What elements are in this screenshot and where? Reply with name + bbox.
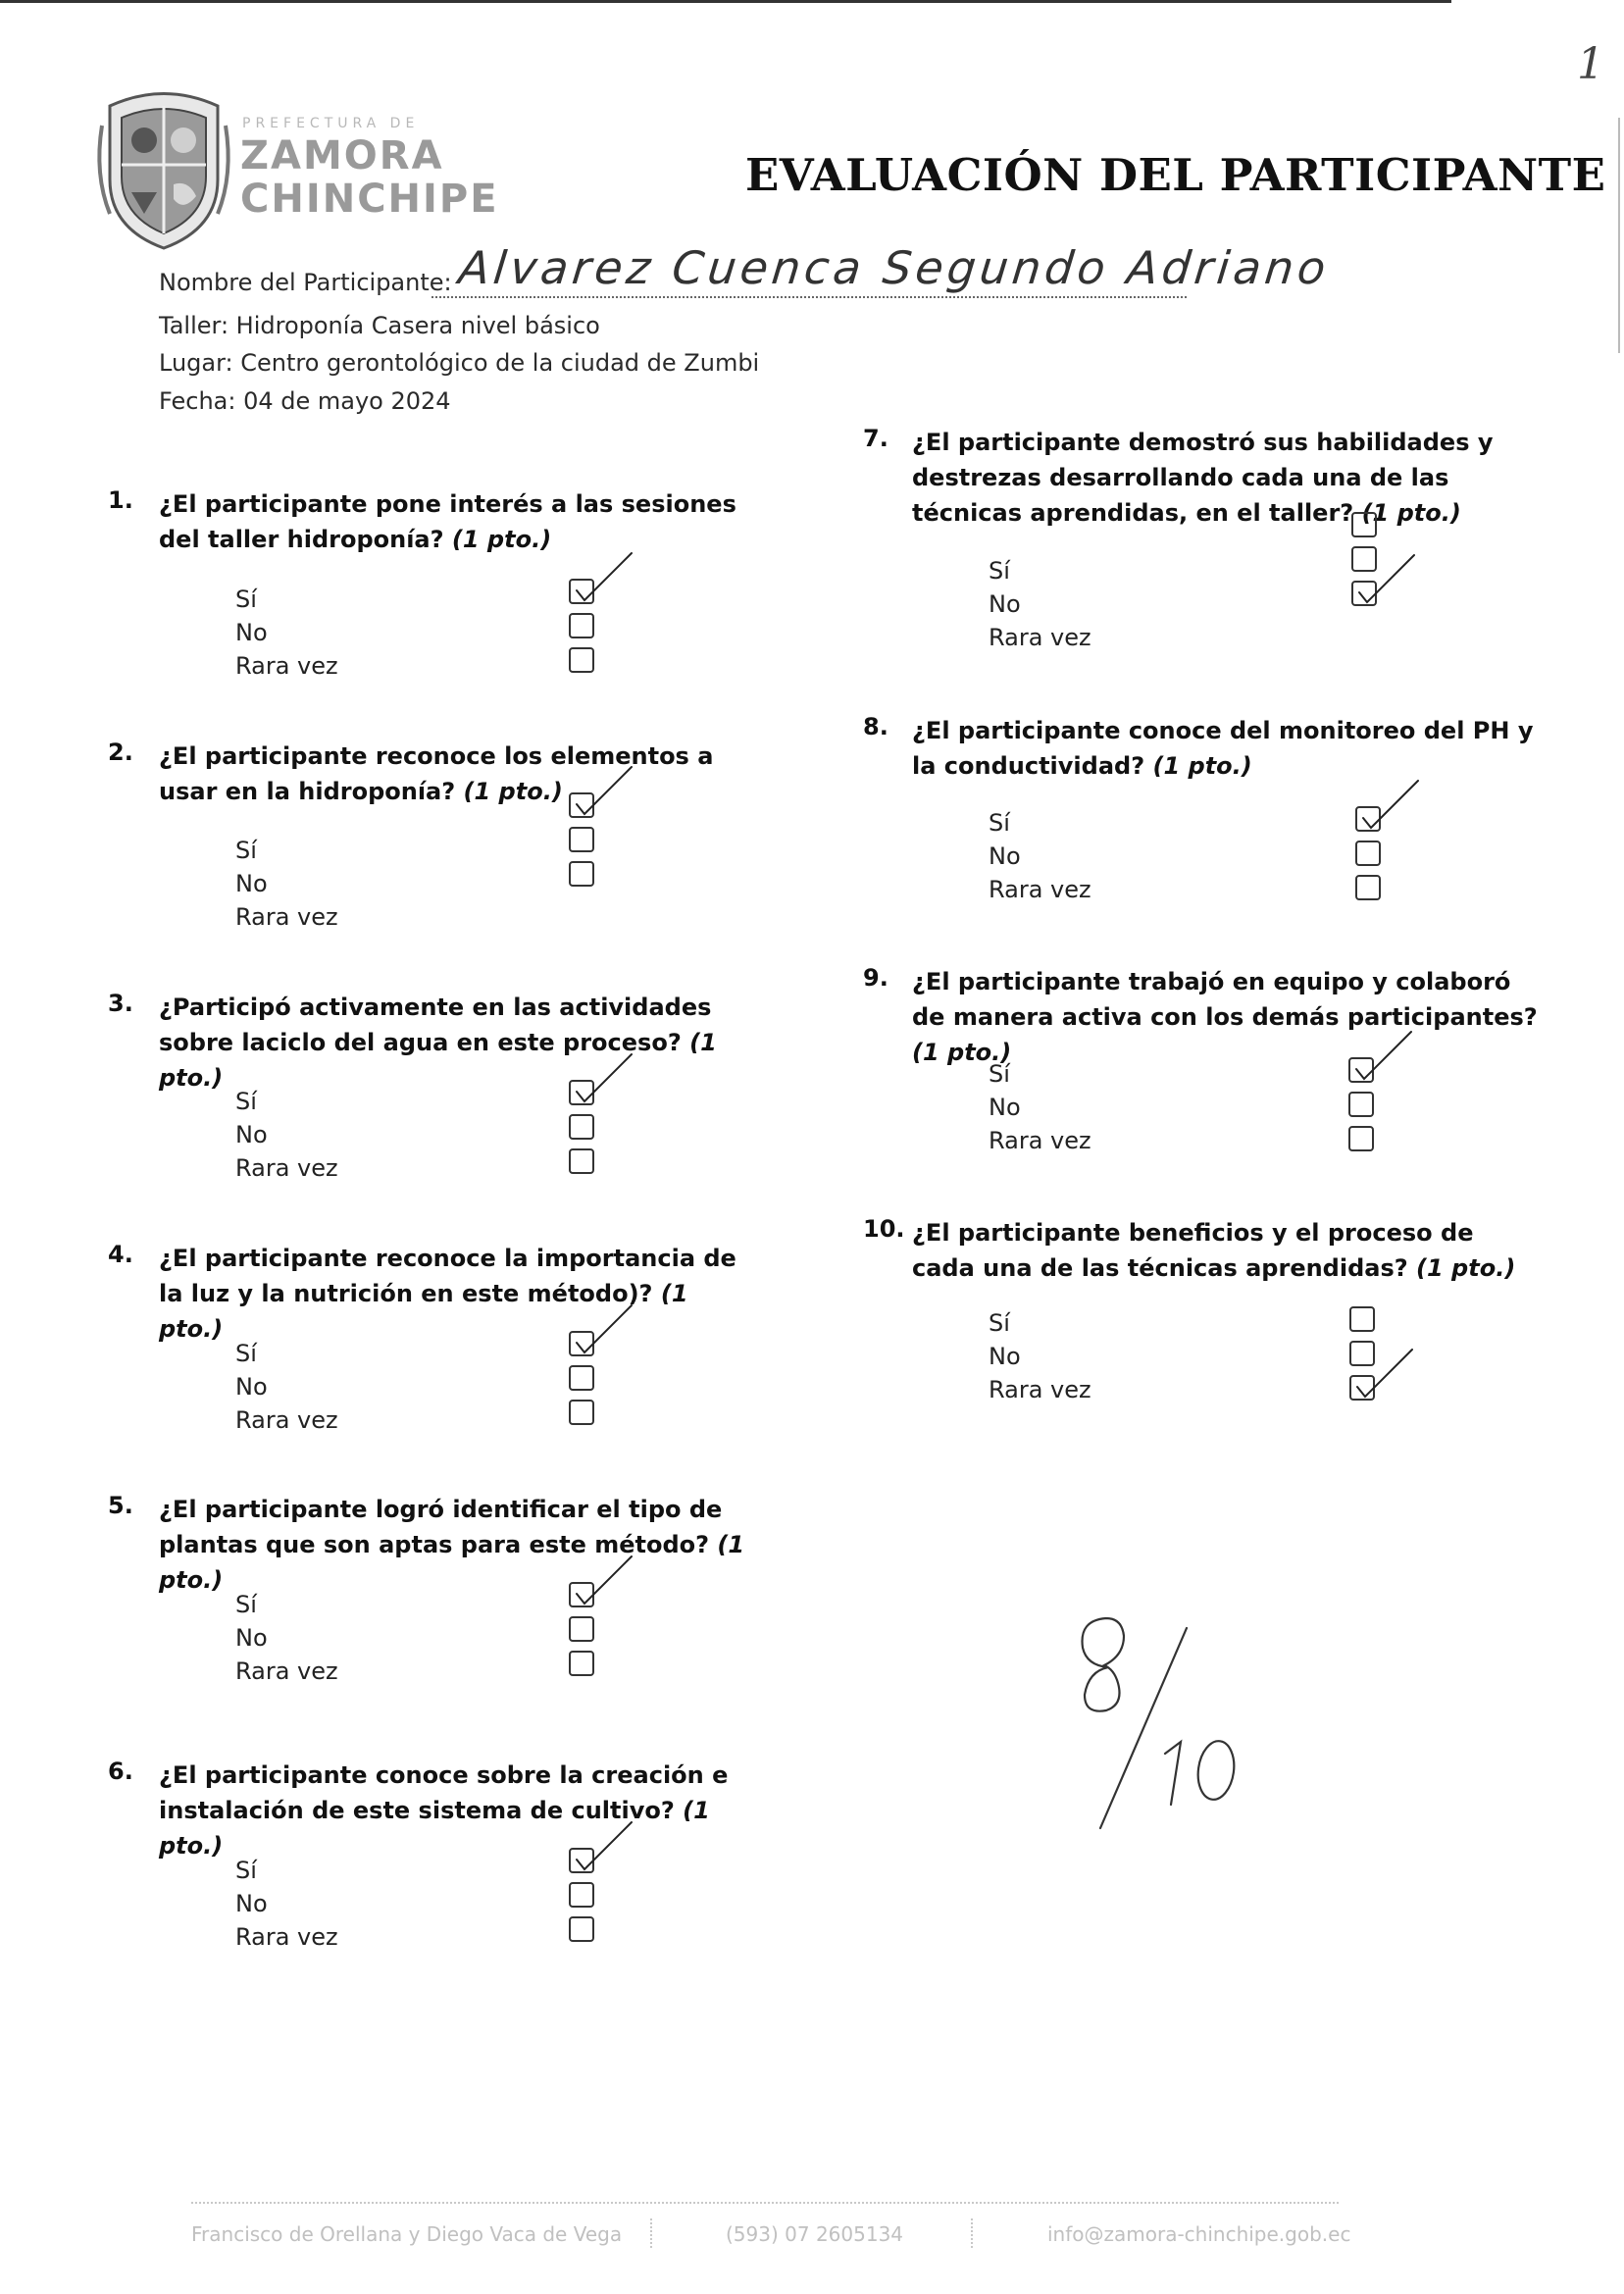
checkbox[interactable] <box>1355 875 1381 900</box>
question-body: ¿El participante demostró sus habilidades y destrezas desarrollando cada una de las técnicas aprendidas, en el taller? <box>912 429 1494 527</box>
footer-divider <box>191 2202 1339 2204</box>
checkbox[interactable] <box>569 1400 594 1425</box>
question-text <box>159 990 747 1096</box>
option-label: Rara vez <box>989 624 1091 651</box>
option-label: No <box>989 590 1021 618</box>
question-number: 8. <box>863 713 888 740</box>
question-text <box>159 1241 747 1347</box>
option-label: Sí <box>235 586 257 613</box>
option-label: No <box>235 1624 268 1652</box>
logo-small-text: PREFECTURA DE <box>242 116 420 131</box>
footer-separator <box>650 2218 654 2248</box>
option-label: Rara vez <box>235 1154 338 1182</box>
option-label: Rara vez <box>989 1127 1091 1154</box>
option-label: Sí <box>989 809 1010 837</box>
option-label: No <box>989 842 1021 870</box>
question-number: 6. <box>108 1758 133 1785</box>
checkbox[interactable] <box>569 1616 594 1642</box>
option-label: Sí <box>235 1857 257 1884</box>
option-label: No <box>235 1373 268 1401</box>
question-body: ¿El participante conoce sobre la creación e instalación de este sistema de cultivo? <box>159 1761 729 1824</box>
participant-name-label: Nombre del Participante: <box>159 269 452 296</box>
footer-email: info@zamora-chinchipe.gob.ec <box>1047 2222 1351 2246</box>
question-number: 3. <box>108 990 133 1017</box>
option-label: Rara vez <box>235 1923 338 1951</box>
question-number: 9. <box>863 964 888 992</box>
document-title: EVALUACIÓN DEL PARTICIPANTE <box>745 149 1606 201</box>
option-label: No <box>989 1094 1021 1121</box>
top-border <box>0 0 1451 3</box>
question-body: ¿El participante logró identificar el tipo de plantas que son aptas para este método? <box>159 1496 723 1558</box>
option-label: Sí <box>989 1309 1010 1337</box>
checkbox[interactable] <box>569 1365 594 1391</box>
question-points: (1 pto.) <box>463 778 563 805</box>
question-points: (1 pto.) <box>159 1797 710 1860</box>
option-label: Rara vez <box>989 1376 1091 1403</box>
option-label: Rara vez <box>989 876 1091 903</box>
checkbox[interactable] <box>1351 512 1377 537</box>
question-number: 1. <box>108 486 133 514</box>
checkbox[interactable] <box>1349 1341 1375 1366</box>
checkbox[interactable] <box>569 613 594 638</box>
question-points: (1 pto.) <box>1416 1254 1516 1282</box>
option-label: No <box>235 1890 268 1917</box>
checkbox[interactable] <box>1348 1126 1374 1151</box>
checkbox[interactable] <box>1348 1092 1374 1117</box>
checkbox[interactable] <box>1355 806 1381 832</box>
question-points: (1 pto.) <box>1152 752 1252 780</box>
footer-phone: (593) 07 2605134 <box>726 2222 904 2246</box>
checkbox[interactable] <box>1348 1057 1374 1083</box>
checkbox[interactable] <box>569 792 594 818</box>
checkbox[interactable] <box>569 579 594 604</box>
workshop-line: Taller: Hidroponía Casera nivel básico <box>159 312 600 339</box>
option-label: Sí <box>989 557 1010 585</box>
question-points: (1 pto.) <box>912 1039 1012 1066</box>
prefectura-logo <box>90 86 502 253</box>
page-number: 1 <box>1577 39 1604 89</box>
checkbox[interactable] <box>569 1882 594 1908</box>
option-label: Rara vez <box>235 652 338 680</box>
checkbox[interactable] <box>1349 1375 1375 1401</box>
question-points: (1 pto.) <box>1361 499 1461 527</box>
question-number: 4. <box>108 1241 133 1268</box>
score-text: 8/10 <box>1059 1599 1062 1600</box>
question-number: 2. <box>108 739 133 766</box>
option-label: Rara vez <box>235 1657 338 1685</box>
checkbox[interactable] <box>569 1080 594 1105</box>
checkbox[interactable] <box>569 1331 594 1356</box>
question-text <box>912 1215 1540 1286</box>
checkbox[interactable] <box>1349 1306 1375 1332</box>
checkbox[interactable] <box>1355 841 1381 866</box>
question-body: ¿El participante conoce del monitoreo del PH y la conductividad? <box>912 717 1534 780</box>
option-label: No <box>235 1121 268 1148</box>
option-label: Sí <box>235 1088 257 1115</box>
location-line: Lugar: Centro gerontológico de la ciudad de Zumbi <box>159 349 760 377</box>
option-label: Sí <box>235 1591 257 1618</box>
right-border <box>1618 118 1620 353</box>
checkbox[interactable] <box>569 1651 594 1676</box>
checkbox[interactable] <box>569 861 594 887</box>
option-label: No <box>989 1343 1021 1370</box>
question-points: (1 pto.) <box>159 1029 717 1092</box>
checkbox[interactable] <box>569 1916 594 1942</box>
question-text <box>159 1758 747 1863</box>
question-body: ¿El participante pone interés a las sesiones del taller hidroponía? <box>159 490 736 553</box>
checkbox[interactable] <box>569 1848 594 1873</box>
question-body: ¿El participante reconoce la importancia de la luz y la nutrición en este método)? <box>159 1245 736 1307</box>
date-line: Fecha: 04 de mayo 2024 <box>159 387 451 415</box>
question-text <box>912 713 1540 784</box>
checkbox[interactable] <box>569 1114 594 1140</box>
question-number: 7. <box>863 425 888 452</box>
checkbox[interactable] <box>569 647 594 673</box>
name-dotted-line <box>431 296 1187 298</box>
question-text <box>159 486 747 557</box>
question-text <box>912 425 1540 531</box>
question-body: ¿El participante beneficios y el proceso de cada una de las técnicas aprendidas? <box>912 1219 1474 1282</box>
question-number: 5. <box>108 1492 133 1519</box>
option-label: Rara vez <box>235 903 338 931</box>
question-number: 10. <box>863 1215 905 1243</box>
checkbox[interactable] <box>569 827 594 852</box>
question-text <box>159 739 747 809</box>
question-text <box>159 1492 747 1598</box>
checkbox[interactable] <box>1351 581 1377 606</box>
question-points: (1 pto.) <box>159 1280 688 1343</box>
question-text <box>912 964 1540 1070</box>
option-label: No <box>235 870 268 897</box>
footer-separator <box>971 2218 975 2248</box>
question-body: ¿El participante trabajó en equipo y colaboró de manera activa con los demás participantes? <box>912 968 1538 1031</box>
question-points: (1 pto.) <box>159 1531 745 1594</box>
logo-zamora: ZAMORA <box>240 133 444 178</box>
checkbox[interactable] <box>569 1582 594 1607</box>
option-label: Sí <box>235 837 257 864</box>
option-label: Sí <box>235 1340 257 1367</box>
question-points: (1 pto.) <box>451 526 552 553</box>
footer-address: Francisco de Orellana y Diego Vaca de Vega <box>191 2222 623 2246</box>
checkbox[interactable] <box>1351 546 1377 572</box>
coat-of-arms-icon <box>90 86 237 253</box>
logo-chinchipe: CHINCHIPE <box>240 177 499 222</box>
checkbox[interactable] <box>569 1148 594 1174</box>
handwritten-score <box>1059 1599 1314 1844</box>
option-label: Rara vez <box>235 1406 338 1434</box>
option-label: Sí <box>989 1060 1010 1088</box>
question-body: ¿El participante reconoce los elementos a usar en la hidroponía? <box>159 742 714 805</box>
question-body: ¿Participó activamente en las actividades sobre laciclo del agua en este proceso? <box>159 994 712 1056</box>
option-label: No <box>235 619 268 646</box>
participant-name-handwritten: Alvarez Cuenca Segundo Adriano <box>456 241 1333 294</box>
